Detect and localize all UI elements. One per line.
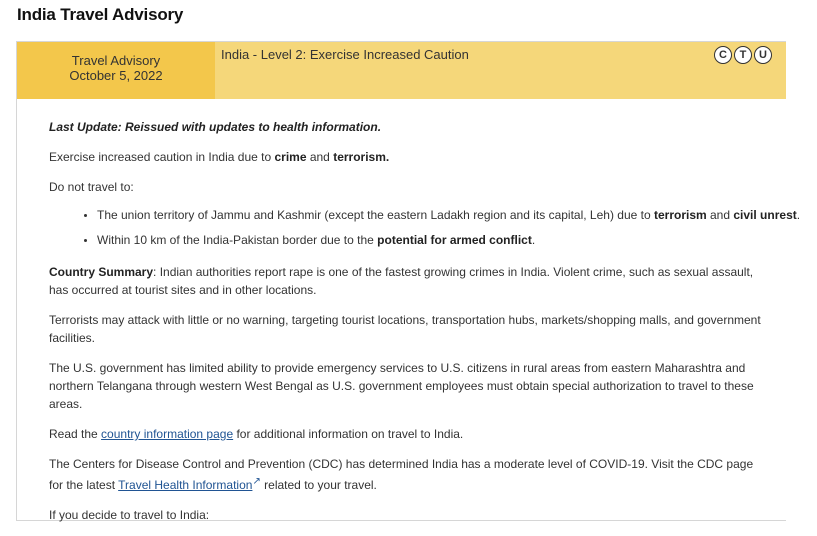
us-gov-paragraph: The U.S. government has limited ability to provide emergency services to U.S. citizens in rural areas from eastern Maharashtra and northern Telangana through western West Bengal as U.S. government employees must obtain special authorization to travel to these areas. <box>49 361 754 411</box>
caution-paragraph: Exercise increased caution in India due to crime and terrorism. <box>49 150 390 164</box>
terrorism-paragraph: Terrorists may attack with little or no warning, targeting tourist locations, transportation hubs, markets/shopping malls, and government facilities. <box>49 313 761 345</box>
do-not-travel-list <box>49 206 801 249</box>
advisory-date-cell <box>17 42 215 99</box>
indicator-icons <box>714 46 774 64</box>
do-not-travel-heading: Do not travel to: <box>49 180 134 194</box>
read-info-paragraph: Read the country information page for additional information on travel to India. <box>49 427 464 441</box>
advisory-content <box>49 118 801 536</box>
page-title: India Travel Advisory <box>17 5 184 24</box>
terrorism-indicator-icon[interactable]: T <box>734 46 752 64</box>
advisory-label: Travel Advisory <box>71 53 161 68</box>
civil-unrest-indicator-icon[interactable]: U <box>754 46 772 64</box>
external-link-icon: ↗ <box>252 476 261 487</box>
advisory-date: October 5, 2022 <box>69 68 163 83</box>
advisory-level: India - Level 2: Exercise Increased Caution <box>221 47 469 62</box>
list-item: • The union territory of Jammu and Kashmir (except the eastern Ladakh region and its capital, Leh) due to terrorism and civil unrest. <box>97 206 817 224</box>
advisory-header <box>17 42 786 99</box>
country-summary: Country Summary: Indian authorities report rape is one of the fastest growing crimes in India. Violent crime, such as sexual assault, has occurred at tourist sites and in other locations. <box>49 265 754 297</box>
list-item: • Within 10 km of the India-Pakistan border due to the potential for armed conflict. <box>97 231 817 249</box>
crime-indicator-icon[interactable]: C <box>714 46 732 64</box>
country-information-link[interactable]: country information page <box>101 427 234 441</box>
last-update: Last Update: Reissued with updates to health information. <box>49 120 382 134</box>
travel-health-link[interactable]: Travel Health Information <box>118 478 253 492</box>
cdc-paragraph: The Centers for Disease Control and Prevention (CDC) has determined India has a moderate level of COVID-19. Visit the CDC page for the latest Travel Health Information↗ related to your travel. <box>49 457 754 492</box>
if-decide-heading: If you decide to travel to India: <box>49 508 210 522</box>
